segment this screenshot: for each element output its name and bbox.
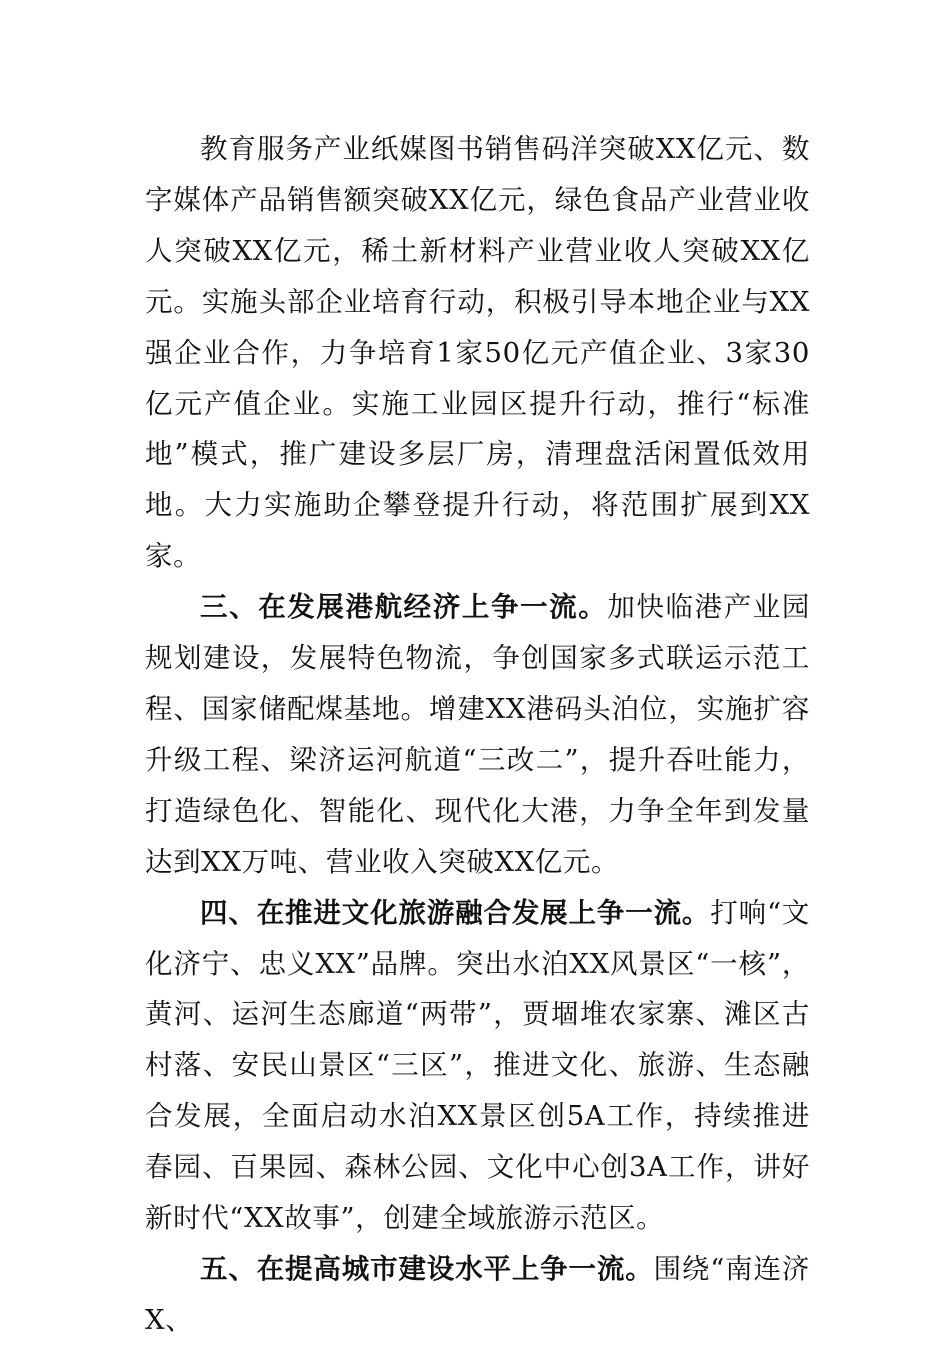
paragraph-urban-construction <box>145 1244 810 1346</box>
paragraph-heading: 三、在发展港航经济上争一流。 <box>200 591 608 624</box>
paragraph-text: 加快临港产业园规划建设，发展特色物流，争创国家多式联运示范工程、国家储配煤基地。增建XX港码头泊位，实施扩容升级工程、梁济运河航道“三改二”，提升吞吐能力，打造绿色化、智能化、现代化大港，力争全年到发量达到XX万吨、营业收入突破XX亿元。 <box>145 591 810 878</box>
paragraph-text: 教育服务产业纸媒图书销售码洋突破XX亿元、数字媒体产品销售额突破XX亿元，绿色食品产业营业收人突破XX亿元，稀土新材料产业营业收人突破XX亿元。实施头部企业培育行动，积极引导本地企业与XX强企业合作，力争培育1家50亿元产值企业、3家30亿元产值企业。实施工业园区提升行动，推行“标准地”模式，推广建设多层厂房，清理盘活闲置低效用地。大力实施助企攀登提升行动，将范围扩展到XX家。 <box>145 133 810 573</box>
paragraph-heading: 五、在提高城市建设水平上争一流。 <box>200 1252 654 1285</box>
paragraph-port-shipping <box>145 582 810 887</box>
paragraph-industry-targets <box>145 124 810 582</box>
paragraph-text: 打响“文化济宁、忠义XX”品牌。突出水泊XX风景区“一核”，黄河、运河生态廊道“两带”，贾堌堆农家寨、滩区古村落、安民山景区“三区”，推进文化、旅游、生态融合发展，全面启动水泊XX景区创5A工作，持续推进春园、百果园、森林公园、文化中心创3A工作，讲好新时代“XX故事”，创建全域旅游示范区。 <box>145 896 810 1235</box>
paragraph-culture-tourism <box>145 888 810 1244</box>
document-body <box>145 124 810 1346</box>
paragraph-text: 围绕“南连济X、 <box>145 1252 810 1336</box>
paragraph-heading: 四、在推进文化旅游融合发展上争一流。 <box>200 896 711 929</box>
